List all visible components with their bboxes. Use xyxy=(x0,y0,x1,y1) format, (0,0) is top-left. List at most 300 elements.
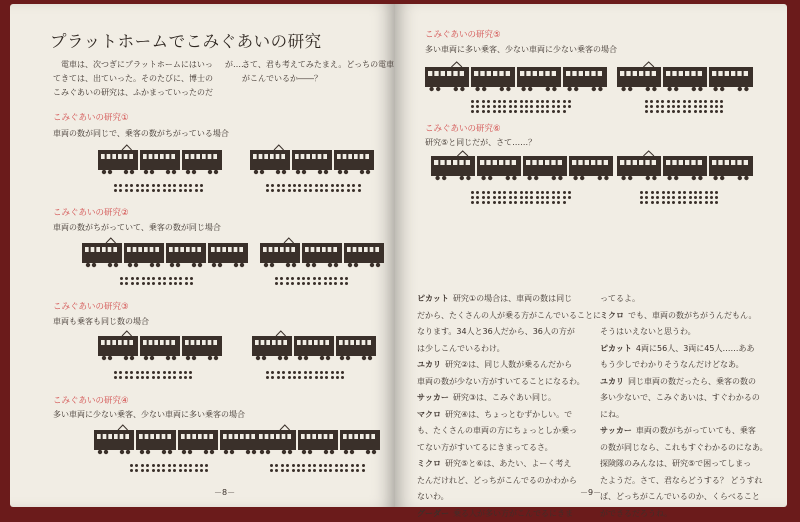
passenger-dot xyxy=(656,100,659,103)
passenger-dot xyxy=(271,376,274,379)
dialog-line xyxy=(417,308,595,325)
passenger-dots xyxy=(120,277,193,285)
train-window xyxy=(512,160,516,165)
pantograph xyxy=(118,425,128,430)
passenger-dot xyxy=(189,376,192,379)
dialog-line xyxy=(417,374,595,391)
passenger-dot xyxy=(345,464,348,467)
passenger-dot xyxy=(331,376,334,379)
train-wheel xyxy=(146,450,150,454)
dialog-text: 研究⑤と⑥は、あたい、よーく考え xyxy=(445,459,571,468)
passenger-dot xyxy=(509,191,512,194)
train-window xyxy=(155,247,159,252)
train-wheel xyxy=(308,450,312,454)
passenger-dot xyxy=(656,201,659,204)
passenger-dot xyxy=(536,196,539,199)
passenger-dot xyxy=(270,469,273,472)
passenger-dot xyxy=(552,191,555,194)
passenger-dot xyxy=(185,277,188,280)
right-page xyxy=(395,4,787,507)
train-wheel xyxy=(744,87,748,91)
train-window xyxy=(171,154,175,159)
pantograph xyxy=(276,331,286,336)
passenger-dot xyxy=(329,469,332,472)
passenger-dot xyxy=(277,371,280,374)
passenger-dot xyxy=(536,201,539,204)
passenger-dots xyxy=(471,100,571,113)
train-window xyxy=(101,340,105,345)
passenger-dot xyxy=(656,105,659,108)
passenger-dot xyxy=(271,371,274,374)
passenger-dot xyxy=(320,376,323,379)
passenger-dot xyxy=(563,201,566,204)
train-window xyxy=(301,434,305,439)
passenger-dot xyxy=(678,201,681,204)
train-car xyxy=(292,150,332,170)
train-wheel xyxy=(460,176,464,180)
train-wheel xyxy=(348,263,352,267)
passenger-dot xyxy=(304,189,307,192)
train-window xyxy=(545,160,549,165)
train-window xyxy=(234,247,238,252)
dialog-line xyxy=(600,440,780,457)
passenger-dot xyxy=(520,100,523,103)
passenger-dot xyxy=(656,196,659,199)
dialog-line xyxy=(417,456,595,473)
passenger-dot xyxy=(320,371,323,374)
train-wheel xyxy=(230,450,234,454)
train-window xyxy=(744,71,748,76)
train-window xyxy=(139,434,143,439)
train-window xyxy=(691,160,695,165)
train-window xyxy=(211,247,215,252)
passenger-dot xyxy=(650,105,653,108)
dialog-text: の数が同じなら、これもすぐわかるのになあ。 xyxy=(600,443,768,452)
train-window xyxy=(737,71,741,76)
train-wheel xyxy=(573,176,577,180)
passenger-dot xyxy=(715,191,718,194)
train-window xyxy=(239,247,243,252)
passenger-dot xyxy=(704,110,707,113)
train-window xyxy=(156,434,160,439)
passenger-dot xyxy=(503,105,506,108)
train-wheel xyxy=(592,87,596,91)
passenger-dot xyxy=(476,105,479,108)
passenger-dot xyxy=(331,184,334,187)
train-car xyxy=(302,243,342,263)
intro-paragraph xyxy=(53,58,213,100)
train-car xyxy=(617,156,661,176)
passenger-dot xyxy=(190,282,193,285)
dialog-text: たようだ。さて、君ならどうする？ どうすれ xyxy=(600,476,762,485)
passenger-dot xyxy=(141,376,144,379)
train-window xyxy=(666,160,670,165)
passenger-dot xyxy=(141,371,144,374)
train-window xyxy=(149,340,153,345)
study-heading-5: こみぐあいの研究⑤ xyxy=(425,28,501,40)
train-window xyxy=(186,247,190,252)
train-car xyxy=(140,336,180,356)
passenger-dot xyxy=(329,282,332,285)
train-window xyxy=(354,434,358,439)
train-window xyxy=(370,247,374,252)
train-window xyxy=(725,71,729,76)
passenger-dot xyxy=(125,376,128,379)
dialog-text: 乗る人が多い方がこんでるにきま xyxy=(453,509,573,518)
passenger-dot xyxy=(640,201,643,204)
train-wheel xyxy=(284,356,288,360)
dialog-line xyxy=(417,440,595,457)
train-window xyxy=(324,434,328,439)
dialog-text: たんだけれど、どっちがこんでるのかわから xyxy=(417,476,577,485)
passenger-dot xyxy=(313,464,316,467)
train-window xyxy=(725,160,729,165)
train-window xyxy=(345,340,349,345)
passenger-dot xyxy=(309,376,312,379)
train-window xyxy=(222,247,226,252)
train-wheel xyxy=(104,450,108,454)
train-car xyxy=(124,243,164,263)
train-wheel xyxy=(130,170,134,174)
train-window xyxy=(217,247,221,252)
passenger-dot xyxy=(720,100,723,103)
train-wheel xyxy=(580,176,584,180)
passenger-dot xyxy=(168,189,171,192)
train-wheel xyxy=(534,176,538,180)
passenger-dot xyxy=(498,196,501,199)
train-wheel xyxy=(286,263,290,267)
train-wheel xyxy=(646,87,650,91)
train-window xyxy=(127,247,131,252)
train-wheel xyxy=(652,87,656,91)
passenger-dot xyxy=(525,110,528,113)
passenger-dot xyxy=(568,105,571,108)
passenger-dot xyxy=(200,469,203,472)
train-svg xyxy=(617,62,753,94)
train-window xyxy=(263,247,267,252)
passenger-dot xyxy=(347,189,350,192)
train-car xyxy=(709,67,753,87)
train-wheel xyxy=(98,450,102,454)
train-wheel xyxy=(246,450,250,454)
speaker-name: サッカー xyxy=(417,393,449,402)
study-heading-1: こみぐあいの研究① xyxy=(53,111,129,123)
passenger-dot xyxy=(163,184,166,187)
train-window xyxy=(101,154,105,159)
passenger-dot xyxy=(189,189,192,192)
passenger-dot xyxy=(324,469,327,472)
train-window xyxy=(652,71,656,76)
train-wheel xyxy=(527,176,531,180)
train-wheel xyxy=(646,176,650,180)
passenger-dot xyxy=(302,277,305,280)
passenger-dots xyxy=(645,100,723,113)
train-wheel xyxy=(150,170,154,174)
passenger-dot xyxy=(656,110,659,113)
passenger-dot xyxy=(645,191,648,194)
train-window xyxy=(229,434,233,439)
passenger-dot xyxy=(329,464,332,467)
passenger-dot xyxy=(715,196,718,199)
train-wheel xyxy=(475,87,479,91)
dialog-text: だから、たくさんの人が乗る方がこんでいることに xyxy=(417,311,601,320)
passenger-dot xyxy=(476,100,479,103)
passenger-dot xyxy=(667,191,670,194)
train-window xyxy=(192,434,196,439)
passenger-dot xyxy=(325,189,328,192)
passenger-dot xyxy=(694,191,697,194)
train-wheel xyxy=(326,356,330,360)
train-window xyxy=(480,160,484,165)
passenger-dot xyxy=(162,469,165,472)
dialog-text: 多い少ないで、こみぐあいは、すぐわかるの xyxy=(600,393,760,402)
train-wheel xyxy=(214,170,218,174)
train-window xyxy=(558,160,562,165)
intro-line: がこんでいるか――？ xyxy=(242,72,394,86)
passenger-dot xyxy=(114,371,117,374)
train-window xyxy=(196,154,200,159)
train-window xyxy=(480,71,484,76)
passenger-dot xyxy=(662,191,665,194)
passenger-dot xyxy=(324,277,327,280)
train-window xyxy=(286,247,290,252)
passenger-dot xyxy=(520,110,523,113)
dialog-column-right xyxy=(600,291,780,522)
train-window xyxy=(572,160,576,165)
passenger-dot xyxy=(130,376,133,379)
passenger-dot xyxy=(710,196,713,199)
passenger-dot xyxy=(503,196,506,199)
passenger-dot xyxy=(179,464,182,467)
train-window xyxy=(626,160,630,165)
dialog-text: 研究④は、ちょっとむずかしい。で xyxy=(445,410,572,419)
study-heading-2: こみぐあいの研究② xyxy=(53,206,129,218)
passenger-dot xyxy=(158,282,161,285)
passenger-dot xyxy=(476,201,479,204)
passenger-dot xyxy=(114,376,117,379)
passenger-dot xyxy=(705,201,708,204)
train-window xyxy=(320,340,324,345)
passenger-dot xyxy=(146,371,149,374)
train-window xyxy=(166,154,170,159)
dialog-line xyxy=(600,374,780,391)
passenger-dot xyxy=(498,191,501,194)
train-window xyxy=(278,340,282,345)
train-wheel xyxy=(558,176,562,180)
train-window xyxy=(312,434,316,439)
train-illustration xyxy=(425,62,607,94)
dialog-line xyxy=(417,407,595,424)
train-window xyxy=(266,340,270,345)
train-window xyxy=(154,154,158,159)
passenger-dot xyxy=(694,110,697,113)
train-window xyxy=(150,247,154,252)
dialog-text: 4両に56人、3両に45人……ああ xyxy=(636,344,755,353)
train-window xyxy=(118,154,122,159)
train-window xyxy=(307,434,311,439)
study-heading-4: こみぐあいの研究④ xyxy=(53,394,129,406)
passenger-dot xyxy=(298,189,301,192)
intro-line: てきては、出ていった。そのたびに、博士の xyxy=(53,72,213,86)
intro-question xyxy=(242,58,394,86)
train-wheel xyxy=(156,263,160,267)
train-window xyxy=(718,71,722,76)
train-window xyxy=(318,154,322,159)
passenger-dot xyxy=(168,464,171,467)
train-window xyxy=(213,340,217,345)
train-window xyxy=(440,160,444,165)
passenger-dot xyxy=(341,371,344,374)
train-window xyxy=(255,340,259,345)
passenger-dot xyxy=(179,189,182,192)
passenger-dot xyxy=(288,184,291,187)
train-window xyxy=(364,247,368,252)
train-svg xyxy=(256,425,380,457)
train-window xyxy=(539,160,543,165)
passenger-dot xyxy=(471,196,474,199)
passenger-dot xyxy=(136,376,139,379)
train-window xyxy=(366,434,370,439)
passenger-dot xyxy=(645,201,648,204)
train-window xyxy=(145,434,149,439)
train-wheel xyxy=(328,263,332,267)
passenger-dot xyxy=(291,282,294,285)
train-wheel xyxy=(168,450,172,454)
passenger-dot xyxy=(114,189,117,192)
train-car xyxy=(178,430,218,450)
passenger-dot xyxy=(650,110,653,113)
passenger-dot xyxy=(195,184,198,187)
passenger-dot xyxy=(146,464,149,467)
train-window xyxy=(626,71,630,76)
passenger-dot xyxy=(341,189,344,192)
dialog-text: でも、車両の数がちがうんだもん。 xyxy=(628,311,756,320)
train-wheel xyxy=(546,87,550,91)
speaker-name: ミクロ xyxy=(417,459,441,468)
train-window xyxy=(737,160,741,165)
passenger-dot xyxy=(168,376,171,379)
train-window xyxy=(303,340,307,345)
train-window xyxy=(712,71,716,76)
passenger-dot xyxy=(136,184,139,187)
train-window xyxy=(552,71,556,76)
study-heading-3: こみぐあいの研究③ xyxy=(53,300,129,312)
train-window xyxy=(316,247,320,252)
passenger-dot xyxy=(563,110,566,113)
train-illustration xyxy=(256,425,380,457)
train-wheel xyxy=(466,176,470,180)
passenger-dot xyxy=(689,191,692,194)
passenger-dot xyxy=(546,105,549,108)
train-window xyxy=(578,160,582,165)
train-wheel xyxy=(210,450,214,454)
passenger-dot xyxy=(699,191,702,194)
passenger-dot xyxy=(195,189,198,192)
passenger-dot xyxy=(688,110,691,113)
study-heading-6: こみぐあいの研究⑥ xyxy=(425,122,501,134)
dialog-line xyxy=(417,506,595,522)
passenger-dot xyxy=(509,110,512,113)
dialog-text: ってるよ。 xyxy=(600,294,640,303)
train-wheel xyxy=(429,87,433,91)
passenger-dot xyxy=(119,184,122,187)
passenger-dot xyxy=(563,100,566,103)
passenger-dot xyxy=(514,100,517,103)
passenger-dot xyxy=(130,469,133,472)
page-title: プラットホームでこみぐあいの研究 xyxy=(50,28,322,52)
train-window xyxy=(367,340,371,345)
passenger-dot xyxy=(270,464,273,467)
passenger-dot xyxy=(309,184,312,187)
train-wheel xyxy=(282,170,286,174)
passenger-dot xyxy=(297,469,300,472)
train-wheel xyxy=(262,356,266,360)
passenger-dot xyxy=(476,196,479,199)
train-illustration xyxy=(98,145,222,177)
passenger-dots xyxy=(130,464,208,472)
passenger-dot xyxy=(157,371,160,374)
train-illustration xyxy=(431,151,613,183)
train-window xyxy=(434,71,438,76)
train-window xyxy=(731,160,735,165)
train-illustration xyxy=(250,145,374,177)
train-car xyxy=(471,67,515,87)
passenger-dot xyxy=(345,282,348,285)
passenger-dot xyxy=(184,184,187,187)
passenger-dot xyxy=(487,196,490,199)
dialog-text: 車両の数がちがっていても、乗客 xyxy=(636,426,756,435)
train-wheel xyxy=(738,87,742,91)
train-window xyxy=(551,160,555,165)
passenger-dot xyxy=(541,105,544,108)
passenger-dot xyxy=(313,469,316,472)
passenger-dot xyxy=(530,100,533,103)
train-window xyxy=(698,160,702,165)
passenger-dot xyxy=(334,277,337,280)
passenger-dot xyxy=(324,464,327,467)
train-wheel xyxy=(278,356,282,360)
passenger-dot xyxy=(530,196,533,199)
passenger-dot xyxy=(146,376,149,379)
train-svg xyxy=(250,145,374,177)
passenger-dot xyxy=(498,201,501,204)
passenger-dot xyxy=(162,464,165,467)
train-svg xyxy=(260,238,384,270)
passenger-dot xyxy=(189,371,192,374)
dialog-text: にね。 xyxy=(600,410,624,419)
dialog-line xyxy=(600,357,780,374)
train-car xyxy=(569,156,613,176)
dialog-text: 研究③は、こみぐあい同じ。 xyxy=(453,393,556,402)
train-wheel xyxy=(150,263,154,267)
passenger-dot xyxy=(689,196,692,199)
passenger-dot xyxy=(530,191,533,194)
train-wheel xyxy=(270,263,274,267)
train-window xyxy=(270,154,274,159)
passenger-dot xyxy=(280,277,283,280)
passenger-dot xyxy=(135,464,138,467)
passenger-dot xyxy=(677,105,680,108)
passenger-dot xyxy=(546,100,549,103)
train-window xyxy=(325,340,329,345)
passenger-dot xyxy=(120,282,123,285)
passenger-dot xyxy=(645,110,648,113)
passenger-dot xyxy=(557,105,560,108)
train-window xyxy=(124,154,128,159)
train-window xyxy=(447,160,451,165)
passenger-dot xyxy=(173,464,176,467)
passenger-dot xyxy=(525,201,528,204)
